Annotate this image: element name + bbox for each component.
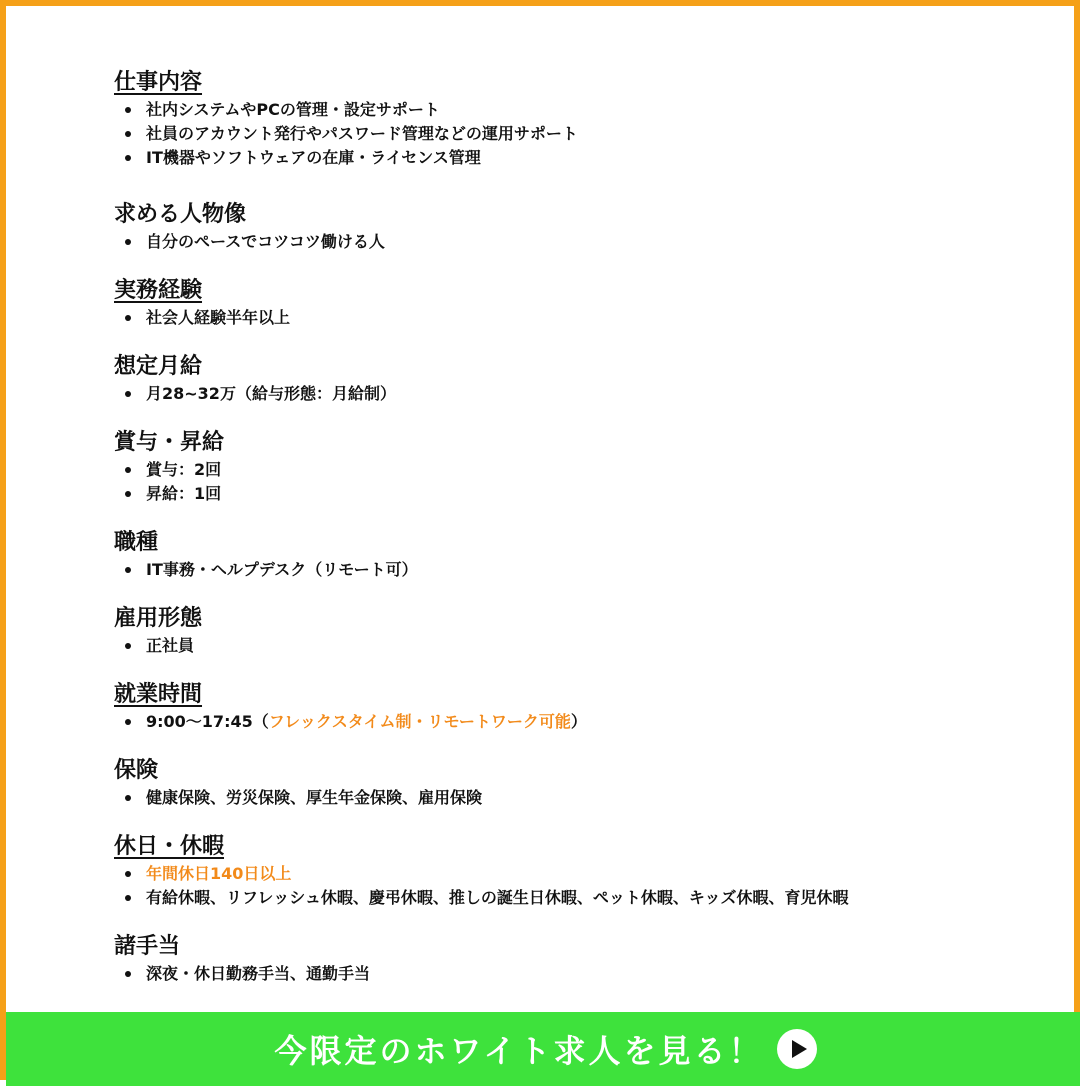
section-heading: 休日・休暇 — [114, 834, 225, 859]
section-holidays — [114, 832, 1014, 910]
item-text: 賞与：2回 — [146, 460, 222, 479]
item-text: 社員のアカウント発行やパスワード管理などの運用サポート — [146, 124, 578, 143]
section-employment-type — [114, 604, 1014, 658]
bullet-icon — [125, 795, 131, 801]
bullet-icon — [125, 719, 131, 725]
section-job-description — [114, 68, 1014, 170]
item-text: 社会人経験半年以上 — [146, 308, 291, 327]
list-item — [114, 786, 1014, 810]
bullet-icon — [125, 491, 131, 497]
section-monthly-salary — [114, 352, 1014, 406]
list-item — [114, 962, 1014, 986]
section-heading: 想定月給 — [114, 354, 203, 379]
list-item — [114, 146, 1014, 170]
list-item — [114, 458, 1014, 482]
section-insurance — [114, 756, 1014, 810]
item-text: 正社員 — [146, 636, 195, 655]
bullet-icon — [125, 871, 131, 877]
section-heading: 就業時間 — [114, 682, 203, 707]
item-list — [114, 962, 1014, 986]
item-text: 月28~32万（給与形態：月給制） — [146, 384, 396, 403]
bullet-icon — [125, 467, 131, 473]
list-item — [114, 558, 1014, 582]
item-list — [114, 458, 1014, 506]
list-item — [114, 98, 1014, 122]
section-heading: 保険 — [114, 758, 159, 783]
list-item — [114, 886, 1014, 910]
list-item — [114, 230, 1014, 254]
bullet-icon — [125, 567, 131, 573]
section-working-hours — [114, 680, 1014, 734]
item-text: 深夜・休日勤務手当、通勤手当 — [146, 964, 371, 983]
job-details — [114, 68, 1014, 986]
item-list — [114, 382, 1014, 406]
highlight-text: フレックスタイム制・リモートワーク可能 — [268, 712, 571, 731]
section-heading: 仕事内容 — [114, 70, 203, 95]
list-item — [114, 482, 1014, 506]
item-text: 昇給：1回 — [146, 484, 222, 503]
view-jobs-button[interactable] — [6, 1012, 1080, 1086]
item-list — [114, 634, 1014, 658]
item-text: 社内システムやPCの管理・設定サポート — [146, 100, 440, 119]
bullet-icon — [125, 391, 131, 397]
item-list — [114, 230, 1014, 254]
section-heading: 求める人物像 — [114, 202, 247, 227]
section-bonus-raise — [114, 428, 1014, 506]
bullet-icon — [125, 971, 131, 977]
bullet-icon — [125, 155, 131, 161]
bullet-icon — [125, 131, 131, 137]
section-experience — [114, 276, 1014, 330]
item-list — [114, 558, 1014, 582]
section-heading: 賞与・昇給 — [114, 430, 225, 455]
list-item — [114, 122, 1014, 146]
section-heading: 職種 — [114, 530, 159, 555]
highlight-text: 年間休日140日以上 — [146, 864, 292, 883]
item-text: 有給休暇、リフレッシュ休暇、慶弔休暇、推しの誕生日休暇、ペット休暇、キッズ休暇、育児休暇 — [146, 888, 849, 907]
item-list — [114, 710, 1014, 734]
item-list — [114, 862, 1014, 910]
item-list — [114, 306, 1014, 330]
section-job-type — [114, 528, 1014, 582]
cta-label: 今限定のホワイト求人を見る！ — [274, 1032, 764, 1070]
section-ideal-candidate — [114, 200, 1014, 254]
list-item — [114, 634, 1014, 658]
item-list — [114, 98, 1014, 170]
item-text: IT事務・ヘルプデスク（リモート可） — [146, 560, 418, 579]
item-text: ） — [570, 712, 587, 731]
section-heading: 実務経験 — [114, 278, 203, 303]
bullet-icon — [125, 895, 131, 901]
bullet-icon — [125, 315, 131, 321]
list-item — [114, 382, 1014, 406]
bullet-icon — [125, 107, 131, 113]
bullet-icon — [125, 643, 131, 649]
item-text: IT機器やソフトウェアの在庫・ライセンス管理 — [146, 148, 481, 167]
item-text: 9:00〜17:45（ — [146, 712, 269, 731]
section-allowances — [114, 932, 1014, 986]
list-item — [114, 306, 1014, 330]
item-text: 健康保険、労災保険、厚生年金保険、雇用保険 — [146, 788, 483, 807]
bullet-icon — [125, 239, 131, 245]
item-text: 自分のペースでコツコツ働ける人 — [146, 232, 385, 251]
item-list — [114, 786, 1014, 810]
list-item — [114, 710, 1014, 734]
list-item — [114, 862, 1014, 886]
play-circle-icon — [776, 1028, 818, 1070]
section-heading: 諸手当 — [114, 934, 181, 959]
section-heading: 雇用形態 — [114, 606, 203, 631]
